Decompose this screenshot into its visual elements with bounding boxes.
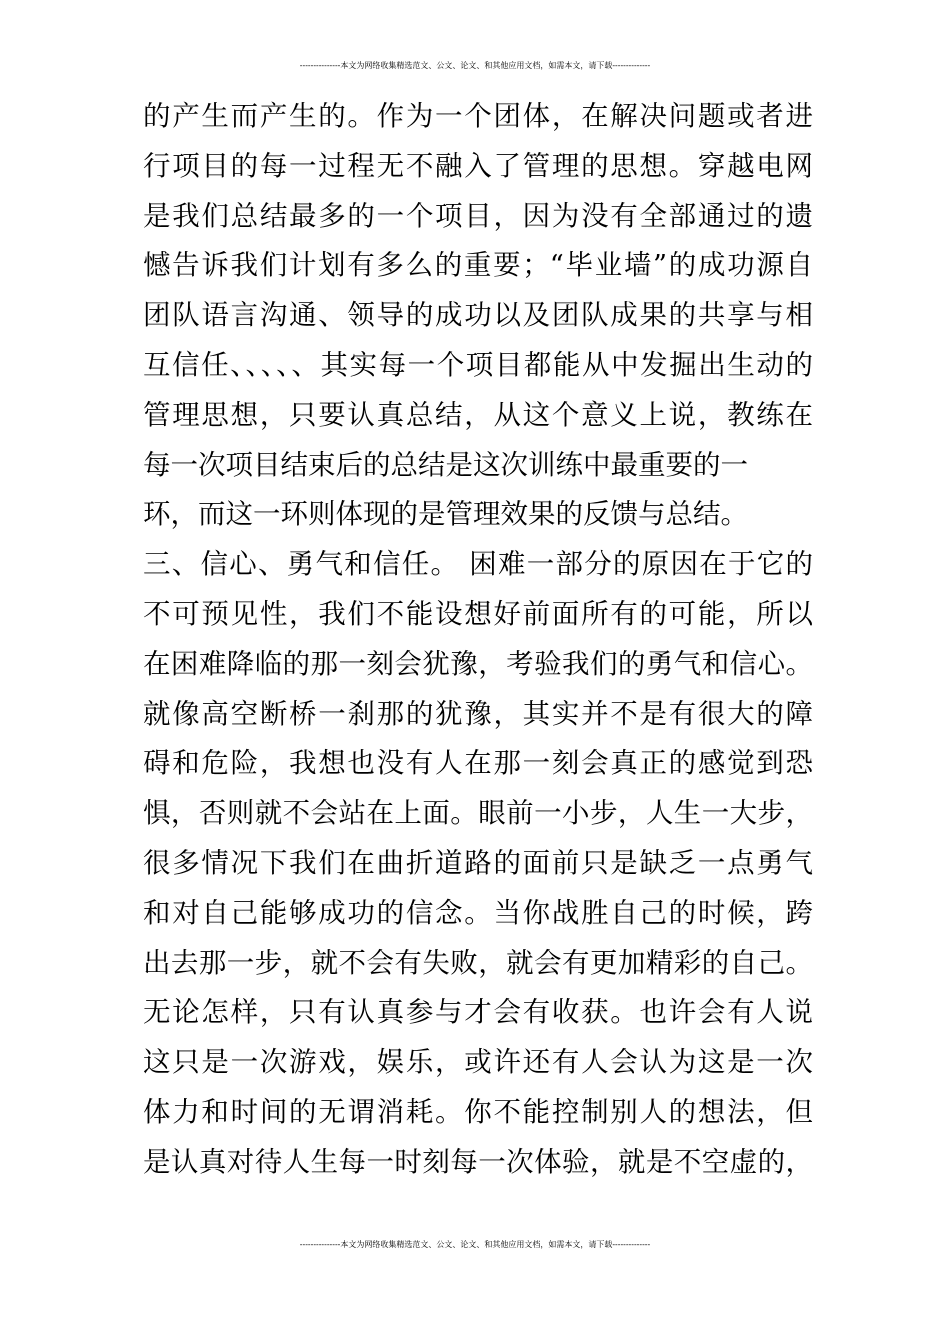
- text-line: 和对自己能够成功的信念。当你战胜自己的时候，跨: [143, 896, 813, 929]
- text-line: 在困难降临的那一刻会犹豫，考验我们的勇气和信心。: [143, 647, 813, 680]
- page-header: ---------------本文为网络收集精选范文、公文、论文、和其他应用文档，如需本文，请下载--------------: [299, 61, 651, 70]
- text-line: 无论怎样，只有认真参与才会有收获。也许会有人说: [143, 996, 813, 1029]
- text-line: 三、信心、勇气和信任。 困难一部分的原因在于它的: [143, 548, 813, 581]
- text-line: 的产生而产生的。作为一个团体，在解决问题或者进: [143, 100, 813, 132]
- text-line: 体力和时间的无谓消耗。你不能控制别人的想法，但: [143, 1095, 813, 1128]
- text-line: 憾告诉我们计划有多么的重要；“毕业墙”的成功源自: [143, 249, 813, 282]
- text-line: 每一次项目结束后的总结是这次训练中最重要的一: [143, 448, 748, 481]
- text-line: 管理思想，只要认真总结，从这个意义上说，教练在: [143, 398, 813, 431]
- text-line: 碍和危险，我想也没有人在那一刻会真正的感觉到恐: [143, 747, 813, 780]
- text-line: 团队语言沟通、领导的成功以及团队成果的共享与相: [143, 299, 813, 332]
- text-line: 出去那一步，就不会有失败，就会有更加精彩的自己。: [143, 946, 813, 979]
- text-line: 就像高空断桥一刹那的犹豫，其实并不是有很大的障: [143, 697, 813, 730]
- text-line: 不可预见性，我们不能设想好前面所有的可能，所以: [143, 597, 813, 630]
- text-line: 行项目的每一过程无不融入了管理的思想。穿越电网: [143, 149, 813, 182]
- text-line: 很多情况下我们在曲折道路的面前只是缺乏一点勇气: [143, 846, 813, 879]
- text-line: 互信任、、、、、其实每一个项目都能从中发掘出生动的: [143, 348, 813, 381]
- page-footer: ---------------本文为网络收集精选范文、公文、论文、和其他应用文档，如需本文，请下载--------------: [299, 1240, 651, 1249]
- text-line: 是认真对待人生每一时刻每一次体验，就是不空虚的，: [143, 1145, 813, 1178]
- text-line: 环，而这一环则体现的是管理效果的反馈与总结。: [143, 498, 748, 531]
- text-line: 是我们总结最多的一个项目，因为没有全部通过的遗: [143, 199, 813, 232]
- text-line: 惧，否则就不会站在上面。眼前一小步，人生一大步，: [143, 797, 813, 830]
- text-line: 这只是一次游戏，娱乐，或许还有人会认为这是一次: [143, 1046, 813, 1079]
- document-body: [143, 92, 813, 1188]
